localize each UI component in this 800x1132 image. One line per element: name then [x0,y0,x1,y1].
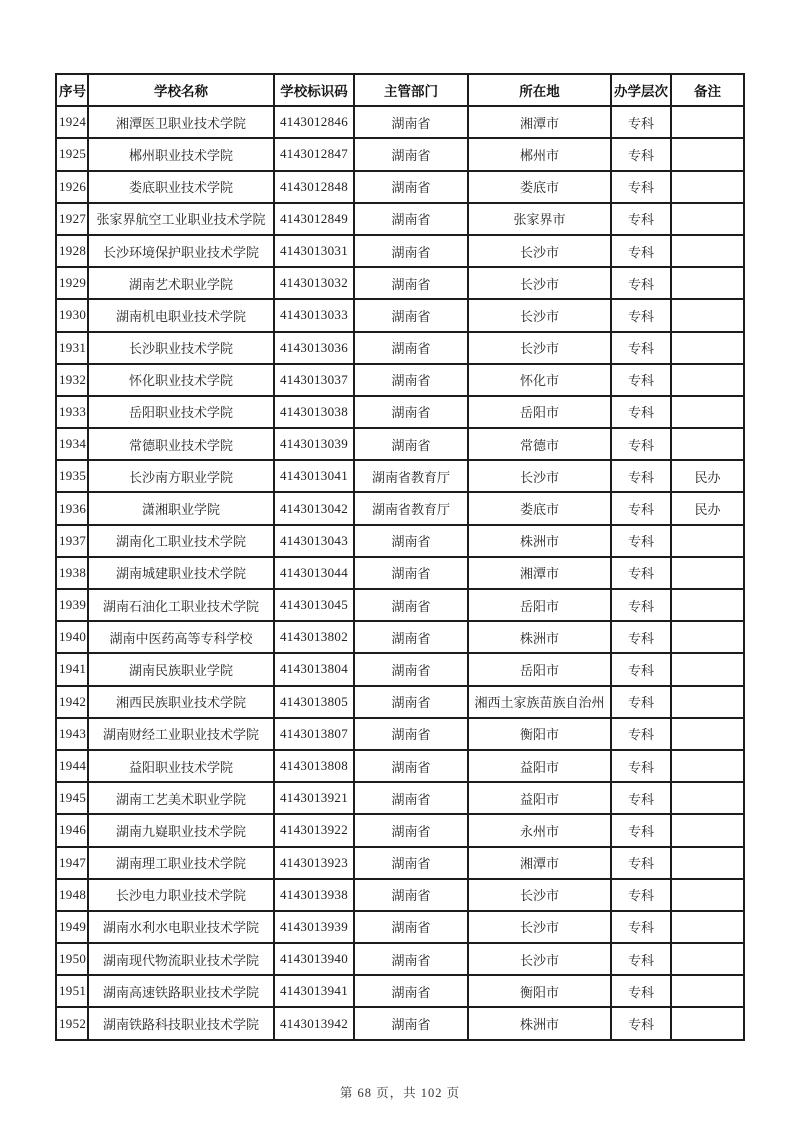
cell-name: 益阳职业技术学院 [88,750,274,782]
cell-remark [671,589,744,621]
cell-index: 1925 [56,138,88,170]
cell-location: 湘潭市 [468,847,611,879]
cell-index: 1942 [56,686,88,718]
cell-level: 专科 [611,364,671,396]
cell-authority: 湖南省 [354,1007,468,1039]
cell-name: 长沙电力职业技术学院 [88,879,274,911]
cell-authority: 湖南省 [354,814,468,846]
cell-name: 湖南机电职业技术学院 [88,299,274,331]
cell-remark [671,847,744,879]
cell-level: 专科 [611,267,671,299]
cell-index: 1938 [56,557,88,589]
cell-authority: 湖南省 [354,525,468,557]
cell-location: 长沙市 [468,267,611,299]
table-row [56,879,744,911]
cell-location: 衡阳市 [468,975,611,1007]
cell-level: 专科 [611,975,671,1007]
table-row [56,267,744,299]
cell-code: 4143012849 [274,203,354,235]
cell-index: 1926 [56,171,88,203]
cell-location: 长沙市 [468,299,611,331]
cell-index: 1928 [56,235,88,267]
cell-level: 专科 [611,814,671,846]
table-row [56,525,744,557]
cell-name: 湖南铁路科技职业技术学院 [88,1007,274,1039]
cell-name: 湖南九嶷职业技术学院 [88,814,274,846]
table-row [56,396,744,428]
cell-code: 4143013940 [274,943,354,975]
table-row [56,299,744,331]
cell-index: 1933 [56,396,88,428]
cell-index: 1931 [56,332,88,364]
table-row [56,364,744,396]
cell-name: 湖南高速铁路职业技术学院 [88,975,274,1007]
cell-name: 湖南石油化工职业技术学院 [88,589,274,621]
cell-name: 长沙环境保护职业技术学院 [88,235,274,267]
cell-location: 湘西土家族苗族自治州 [468,686,611,718]
cell-name: 湖南现代物流职业技术学院 [88,943,274,975]
table-row [56,235,744,267]
cell-code: 4143013044 [274,557,354,589]
cell-authority: 湖南省 [354,557,468,589]
column-header-level: 办学层次 [611,74,671,106]
cell-authority: 湖南省 [354,138,468,170]
cell-remark [671,718,744,750]
cell-location: 怀化市 [468,364,611,396]
cell-index: 1946 [56,814,88,846]
table-row [56,718,744,750]
cell-remark [671,557,744,589]
cell-level: 专科 [611,847,671,879]
cell-code: 4143013938 [274,879,354,911]
cell-code: 4143013942 [274,1007,354,1039]
cell-remark [671,975,744,1007]
cell-authority: 湖南省 [354,879,468,911]
cell-code: 4143013043 [274,525,354,557]
cell-authority: 湖南省 [354,782,468,814]
cell-name: 湖南理工职业技术学院 [88,847,274,879]
cell-code: 4143013939 [274,911,354,943]
cell-location: 株洲市 [468,621,611,653]
cell-index: 1949 [56,911,88,943]
cell-remark [671,1007,744,1039]
cell-code: 4143013922 [274,814,354,846]
cell-index: 1924 [56,106,88,138]
table-row [56,557,744,589]
cell-location: 湘潭市 [468,557,611,589]
cell-remark [671,171,744,203]
column-header-location: 所在地 [468,74,611,106]
cell-code: 4143012847 [274,138,354,170]
cell-level: 专科 [611,879,671,911]
cell-authority: 湖南省 [354,589,468,621]
cell-authority: 湖南省 [354,364,468,396]
cell-index: 1939 [56,589,88,621]
table-row [56,943,744,975]
cell-code: 4143012846 [274,106,354,138]
cell-location: 郴州市 [468,138,611,170]
page-number-footer: 第 68 页，共 102 页 [339,1086,461,1100]
cell-location: 常德市 [468,428,611,460]
table-row [56,814,744,846]
cell-location: 长沙市 [468,460,611,492]
cell-code: 4143013042 [274,492,354,524]
cell-authority: 湖南省 [354,847,468,879]
cell-level: 专科 [611,171,671,203]
table-row [56,332,744,364]
table-row [56,750,744,782]
cell-remark [671,299,744,331]
table-row [56,621,744,653]
cell-remark [671,364,744,396]
cell-index: 1927 [56,203,88,235]
cell-authority: 湖南省 [354,203,468,235]
cell-name: 常德职业技术学院 [88,428,274,460]
cell-index: 1930 [56,299,88,331]
cell-location: 长沙市 [468,332,611,364]
cell-remark [671,525,744,557]
cell-level: 专科 [611,782,671,814]
cell-name: 湖南城建职业技术学院 [88,557,274,589]
cell-remark [671,621,744,653]
cell-code: 4143013045 [274,589,354,621]
cell-index: 1935 [56,460,88,492]
cell-code: 4143013802 [274,621,354,653]
cell-remark [671,911,744,943]
column-header-authority: 主管部门 [354,74,468,106]
cell-location: 岳阳市 [468,589,611,621]
cell-authority: 湖南省 [354,750,468,782]
cell-location: 岳阳市 [468,653,611,685]
cell-remark [671,943,744,975]
cell-authority: 湖南省 [354,653,468,685]
cell-remark [671,203,744,235]
table-row [56,782,744,814]
cell-code: 4143013036 [274,332,354,364]
cell-level: 专科 [611,686,671,718]
cell-code: 4143013032 [274,267,354,299]
cell-location: 娄底市 [468,171,611,203]
cell-code: 4143013041 [274,460,354,492]
cell-code: 4143013031 [274,235,354,267]
cell-level: 专科 [611,1007,671,1039]
cell-name: 湖南中医药高等专科学校 [88,621,274,653]
cell-location: 岳阳市 [468,396,611,428]
cell-location: 长沙市 [468,943,611,975]
cell-remark [671,814,744,846]
cell-remark [671,396,744,428]
cell-remark [671,106,744,138]
cell-authority: 湖南省 [354,299,468,331]
cell-remark: 民办 [671,460,744,492]
table-row [56,106,744,138]
cell-level: 专科 [611,138,671,170]
cell-remark [671,138,744,170]
cell-name: 潇湘职业学院 [88,492,274,524]
cell-index: 1936 [56,492,88,524]
cell-location: 长沙市 [468,235,611,267]
cell-name: 岳阳职业技术学院 [88,396,274,428]
cell-remark [671,332,744,364]
cell-name: 湖南工艺美术职业学院 [88,782,274,814]
cell-level: 专科 [611,332,671,364]
cell-level: 专科 [611,589,671,621]
cell-index: 1937 [56,525,88,557]
table-row [56,589,744,621]
table-body [56,106,744,1039]
cell-code: 4143013808 [274,750,354,782]
cell-level: 专科 [611,106,671,138]
cell-name: 湖南水利水电职业技术学院 [88,911,274,943]
table-row [56,203,744,235]
cell-authority: 湖南省 [354,106,468,138]
cell-level: 专科 [611,750,671,782]
cell-location: 衡阳市 [468,718,611,750]
cell-level: 专科 [611,203,671,235]
column-header-index: 序号 [56,74,88,106]
table-row [56,138,744,170]
cell-name: 怀化职业技术学院 [88,364,274,396]
table-row [56,460,744,492]
cell-name: 湖南化工职业技术学院 [88,525,274,557]
cell-code: 4143013941 [274,975,354,1007]
cell-level: 专科 [611,557,671,589]
cell-code: 4143013033 [274,299,354,331]
cell-index: 1944 [56,750,88,782]
table-header-row [56,74,744,106]
cell-index: 1943 [56,718,88,750]
cell-name: 郴州职业技术学院 [88,138,274,170]
cell-code: 4143013039 [274,428,354,460]
table-row [56,428,744,460]
cell-remark [671,267,744,299]
table-row [56,653,744,685]
cell-location: 长沙市 [468,911,611,943]
cell-code: 4143013807 [274,718,354,750]
cell-remark [671,750,744,782]
table-row [56,171,744,203]
cell-location: 湘潭市 [468,106,611,138]
cell-name: 长沙南方职业学院 [88,460,274,492]
cell-location: 益阳市 [468,782,611,814]
cell-authority: 湖南省 [354,267,468,299]
cell-authority: 湖南省 [354,332,468,364]
cell-index: 1948 [56,879,88,911]
column-header-code: 学校标识码 [274,74,354,106]
cell-location: 张家界市 [468,203,611,235]
cell-remark [671,428,744,460]
schools-table [55,73,745,1041]
table-row [56,911,744,943]
cell-authority: 湖南省 [354,396,468,428]
table-row [56,492,744,524]
table-row [56,975,744,1007]
cell-index: 1952 [56,1007,88,1039]
cell-level: 专科 [611,911,671,943]
cell-name: 湘西民族职业技术学院 [88,686,274,718]
cell-location: 株洲市 [468,1007,611,1039]
cell-remark [671,782,744,814]
cell-level: 专科 [611,235,671,267]
cell-location: 株洲市 [468,525,611,557]
cell-code: 4143013804 [274,653,354,685]
cell-name: 湖南艺术职业学院 [88,267,274,299]
table-row [56,1007,744,1039]
cell-index: 1932 [56,364,88,396]
cell-code: 4143013038 [274,396,354,428]
cell-name: 湖南民族职业学院 [88,653,274,685]
cell-name: 张家界航空工业职业技术学院 [88,203,274,235]
cell-level: 专科 [611,718,671,750]
table-row [56,847,744,879]
cell-authority: 湖南省 [354,718,468,750]
column-header-remark: 备注 [671,74,744,106]
cell-index: 1941 [56,653,88,685]
cell-name: 湘潭医卫职业技术学院 [88,106,274,138]
cell-code: 4143013037 [274,364,354,396]
cell-level: 专科 [611,460,671,492]
cell-authority: 湖南省教育厅 [354,460,468,492]
cell-authority: 湖南省 [354,235,468,267]
cell-name: 娄底职业技术学院 [88,171,274,203]
cell-level: 专科 [611,492,671,524]
cell-location: 益阳市 [468,750,611,782]
cell-name: 湖南财经工业职业技术学院 [88,718,274,750]
cell-code: 4143013921 [274,782,354,814]
cell-authority: 湖南省 [354,943,468,975]
cell-code: 4143013923 [274,847,354,879]
cell-index: 1947 [56,847,88,879]
cell-index: 1940 [56,621,88,653]
cell-remark [671,879,744,911]
cell-level: 专科 [611,428,671,460]
table-row [56,686,744,718]
cell-level: 专科 [611,525,671,557]
cell-remark [671,653,744,685]
cell-authority: 湖南省 [354,911,468,943]
cell-level: 专科 [611,943,671,975]
cell-authority: 湖南省 [354,975,468,1007]
cell-location: 长沙市 [468,879,611,911]
cell-index: 1951 [56,975,88,1007]
cell-location: 娄底市 [468,492,611,524]
cell-remark: 民办 [671,492,744,524]
cell-remark [671,235,744,267]
cell-level: 专科 [611,396,671,428]
cell-level: 专科 [611,621,671,653]
cell-authority: 湖南省教育厅 [354,492,468,524]
cell-index: 1929 [56,267,88,299]
column-header-name: 学校名称 [88,74,274,106]
cell-authority: 湖南省 [354,621,468,653]
cell-level: 专科 [611,653,671,685]
cell-location: 永州市 [468,814,611,846]
cell-authority: 湖南省 [354,428,468,460]
cell-authority: 湖南省 [354,686,468,718]
cell-code: 4143013805 [274,686,354,718]
cell-remark [671,686,744,718]
cell-index: 1950 [56,943,88,975]
cell-level: 专科 [611,299,671,331]
cell-index: 1945 [56,782,88,814]
cell-name: 长沙职业技术学院 [88,332,274,364]
cell-code: 4143012848 [274,171,354,203]
cell-index: 1934 [56,428,88,460]
cell-authority: 湖南省 [354,171,468,203]
